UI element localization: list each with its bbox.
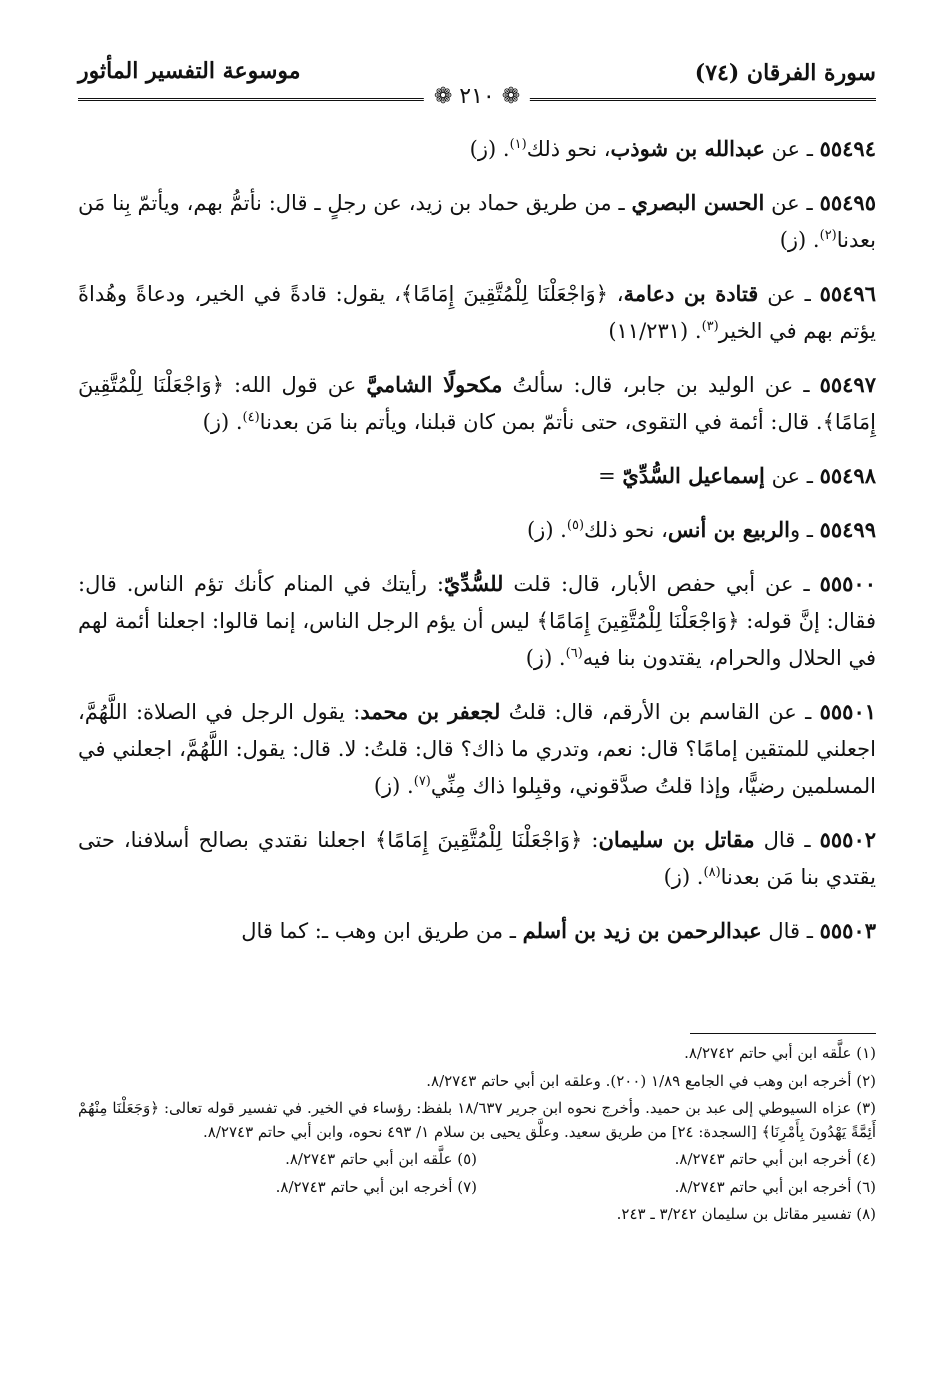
narration-text: . (ز)	[526, 518, 567, 542]
narration-number: ٥٥٤٩٤	[819, 136, 876, 161]
book-title: موسوعة التفسير المأثور	[78, 58, 301, 84]
narration-text: ، نحو ذلك	[584, 518, 668, 542]
narration-text: . (١١/٢٣١)	[608, 319, 702, 343]
footnote-ref: (٨)	[703, 865, 721, 880]
page-number-value: ٢١٠	[459, 84, 495, 109]
narration-text: ـ من طريق حماد بن زيد، عن رجلٍ ـ قال: نأتمُّ بهم، ويأتمّ بِنا مَن بعدنا	[78, 191, 876, 252]
narration-paragraph	[78, 130, 876, 168]
footnote-ref: (٣)	[701, 319, 719, 334]
footnote-separator	[690, 1033, 876, 1034]
narration-text: ـ عن	[764, 464, 820, 488]
narrator-name: عبدالله بن شوذب	[610, 136, 765, 161]
narration-text: ـ عن	[764, 137, 820, 161]
narration-number: ٥٥٥٠٣	[819, 918, 876, 943]
quran-verse: ﴿وَاجْعَلْنَا لِلْمُتَّقِينَ إِمَامًا﴾	[536, 609, 740, 633]
narration-paragraph	[78, 693, 876, 805]
narration-text: . (ز)	[779, 228, 820, 252]
narrator-name: الحسن البصري	[631, 190, 765, 215]
page-number	[424, 84, 530, 109]
narration-text: . (ز)	[525, 646, 566, 670]
footnote-ref: (٢)	[819, 228, 837, 243]
narration-text: ـ عن الوليد بن جابر، قال: سألتُ	[502, 373, 820, 397]
narration-number: ٥٥٥٠٠	[819, 571, 876, 596]
narrator-name: قتادة بن دعامة	[623, 281, 759, 306]
narration-paragraph	[78, 912, 876, 950]
narration-text: . (ز)	[373, 774, 414, 798]
narration-text: عن قول الله:	[223, 373, 367, 397]
narration-paragraph	[78, 366, 876, 441]
narration-number: ٥٥٤٩٥	[819, 190, 876, 215]
footnote-2: (٢) أخرجه ابن وهب في الجامع ١/٨٩ (٢٠٠). وعلقه ابن أبي حاتم ٨/٢٧٤٣.	[426, 1071, 876, 1090]
narrator-name: لجعفر بن محمد	[360, 699, 501, 724]
narration-text: ـ عن القاسم بن الأرقم، قال: قلتُ	[500, 700, 820, 724]
narration-number: ٥٥٥٠١	[819, 699, 877, 724]
surah-title: سورة الفرقان (٧٤)	[694, 60, 876, 86]
narration-number: ٥٥٤٩٧	[819, 372, 876, 397]
footnote-row	[78, 1148, 876, 1172]
narration-number: ٥٥٥٠٢	[819, 827, 877, 852]
narration-number: ٥٥٤٩٩	[819, 517, 876, 542]
narration-number: ٥٥٤٩٨	[819, 463, 876, 488]
narration-paragraph	[78, 821, 876, 896]
narration-paragraph	[78, 457, 876, 495]
narrator-name: عبدالرحمن بن زيد بن أسلم	[522, 918, 762, 943]
footnote-5: (٥) علَّقه ابن أبي حاتم ٨/٢٧٤٣.	[285, 1150, 477, 1168]
narration-text: : يقول الرجل في الصلاة: اللَّهُمَّ، اجعلني للمتقين إمامًا؟ قال: نعم، وتدري ما ذاك؟ قال: قلتُ: لا. قال: يقول: اللَّهُمَّ، اجعلني في المسلمين رضيًّا، وإذا قلتُ صدَّقوني، وقبِلوا ذاك مِنِّي	[78, 700, 876, 798]
footnote-4: (٤) أخرجه ابن أبي حاتم ٨/٢٧٤٣.	[674, 1150, 876, 1168]
narration-text: ـ قال	[761, 919, 820, 943]
narration-text: : رأيتك في المنام كأنك تؤم الناس. قال: فقال: إنَّ قوله:	[78, 572, 876, 633]
page-header	[78, 50, 876, 109]
narration-text: . (ز)	[469, 137, 510, 161]
footnote-7: (٧) أخرجه ابن أبي حاتم ٨/٢٧٤٣.	[275, 1177, 477, 1196]
narrator-name: إسماعيل السُّدِّيّ	[622, 463, 765, 488]
narration-text: ـ عن أبي حفص الأبار، قال: قلت	[503, 572, 820, 596]
narration-text: ـ عن	[758, 282, 820, 306]
narration-paragraph	[78, 511, 876, 549]
ornament-icon: ❁	[494, 84, 521, 109]
narration-text: ـ و	[789, 518, 820, 542]
quran-verse: ﴿وَاجْعَلْنَا لِلْمُتَّقِينَ إِمَامًا﴾	[374, 828, 583, 852]
narration-text: ، يقول: قادةً في الخير، ودعاةً وهُداةً يؤتم بهم في الخير	[78, 282, 876, 343]
quran-verse: ﴿وَاجْعَلْنَا لِلْمُتَّقِينَ إِمَامًا﴾	[78, 373, 876, 434]
footnote-ref: (١)	[509, 137, 527, 152]
footnote-ref: (٦)	[565, 646, 583, 661]
footnote-ref: (٥)	[566, 518, 585, 533]
footnote-ref: (٧)	[413, 774, 431, 789]
footnote-8: (٨) تفسير مقاتل بن سليمان ٣/٢٤٢ ـ ٢٤٣.	[616, 1205, 876, 1223]
narration-text: اجعلنا نقتدي بصالح أسلافنا، حتى يقتدي بنا مَن بعدنا	[78, 828, 876, 889]
narration-number: ٥٥٤٩٦	[819, 281, 876, 306]
narration-text: . قال: أئمة في التقوى، حتى نأتمّ بمن كان قبلنا، ويأتم بنا مَن بعدنا	[259, 410, 823, 434]
narrator-name: مقاتل بن سليمان	[598, 827, 755, 852]
narration-text: ،	[607, 282, 624, 306]
narration-paragraph	[78, 565, 876, 677]
narration-text: . (ز)	[663, 865, 704, 889]
main-text	[78, 130, 876, 966]
narration-paragraph	[78, 184, 876, 259]
narration-text: ـ عن	[764, 191, 820, 215]
narrator-name: للسُّدِّيّ	[443, 571, 504, 596]
footnotes	[78, 1042, 876, 1231]
narration-text: =	[598, 464, 623, 488]
quran-verse: ﴿وَاجْعَلْنَا لِلْمُتَّقِينَ إِمَامًا﴾	[400, 282, 608, 306]
narration-text: ـ قال	[754, 828, 820, 852]
narration-text: ـ من طريق ابن وهب ـ: كما قال	[241, 919, 523, 943]
footnote-6: (٦) أخرجه ابن أبي حاتم ٨/٢٧٤٣.	[674, 1177, 876, 1196]
ornament-icon: ❁	[433, 84, 460, 109]
narrator-name: الربيع بن أنس	[667, 517, 790, 542]
narrator-name: مكحولًا الشاميَّ	[366, 372, 503, 397]
narration-text: :	[582, 828, 599, 852]
footnote-1: (١) علَّقه ابن أبي حاتم ٨/٢٧٤٢.	[684, 1044, 876, 1062]
narration-text: ليس أن يؤم الرجل الناس، إنما قالوا: اجعلنا أئمة لهم في الحلال والحرام، يقتدون بنا فيه	[78, 609, 876, 670]
footnote-row	[78, 1176, 876, 1200]
narration-paragraph	[78, 275, 876, 350]
footnote-3: (٣) عزاه السيوطي إلى عبد بن حميد. وأخرج نحوه ابن جرير ١٨/٦٣٧ بلفظ: رؤساء في الخير. في تفسير قوله تعالى: ﴿وَجَعَلْنَا مِنْهُمْ أَئِمَّةً يَهْدُونَ بِأَمْرِنَا﴾ [السجدة: ٢٤] من طريق سعيد. وعلَّق يحيى بن سلام ١/ ٤٩٣ نحوه، وابن أبي حاتم ٨/٢٧٤٣.	[78, 1099, 876, 1141]
narration-text: ، نحو ذلك	[526, 137, 611, 161]
footnote-ref: (٤)	[242, 410, 260, 425]
narration-text: . (ز)	[202, 410, 243, 434]
